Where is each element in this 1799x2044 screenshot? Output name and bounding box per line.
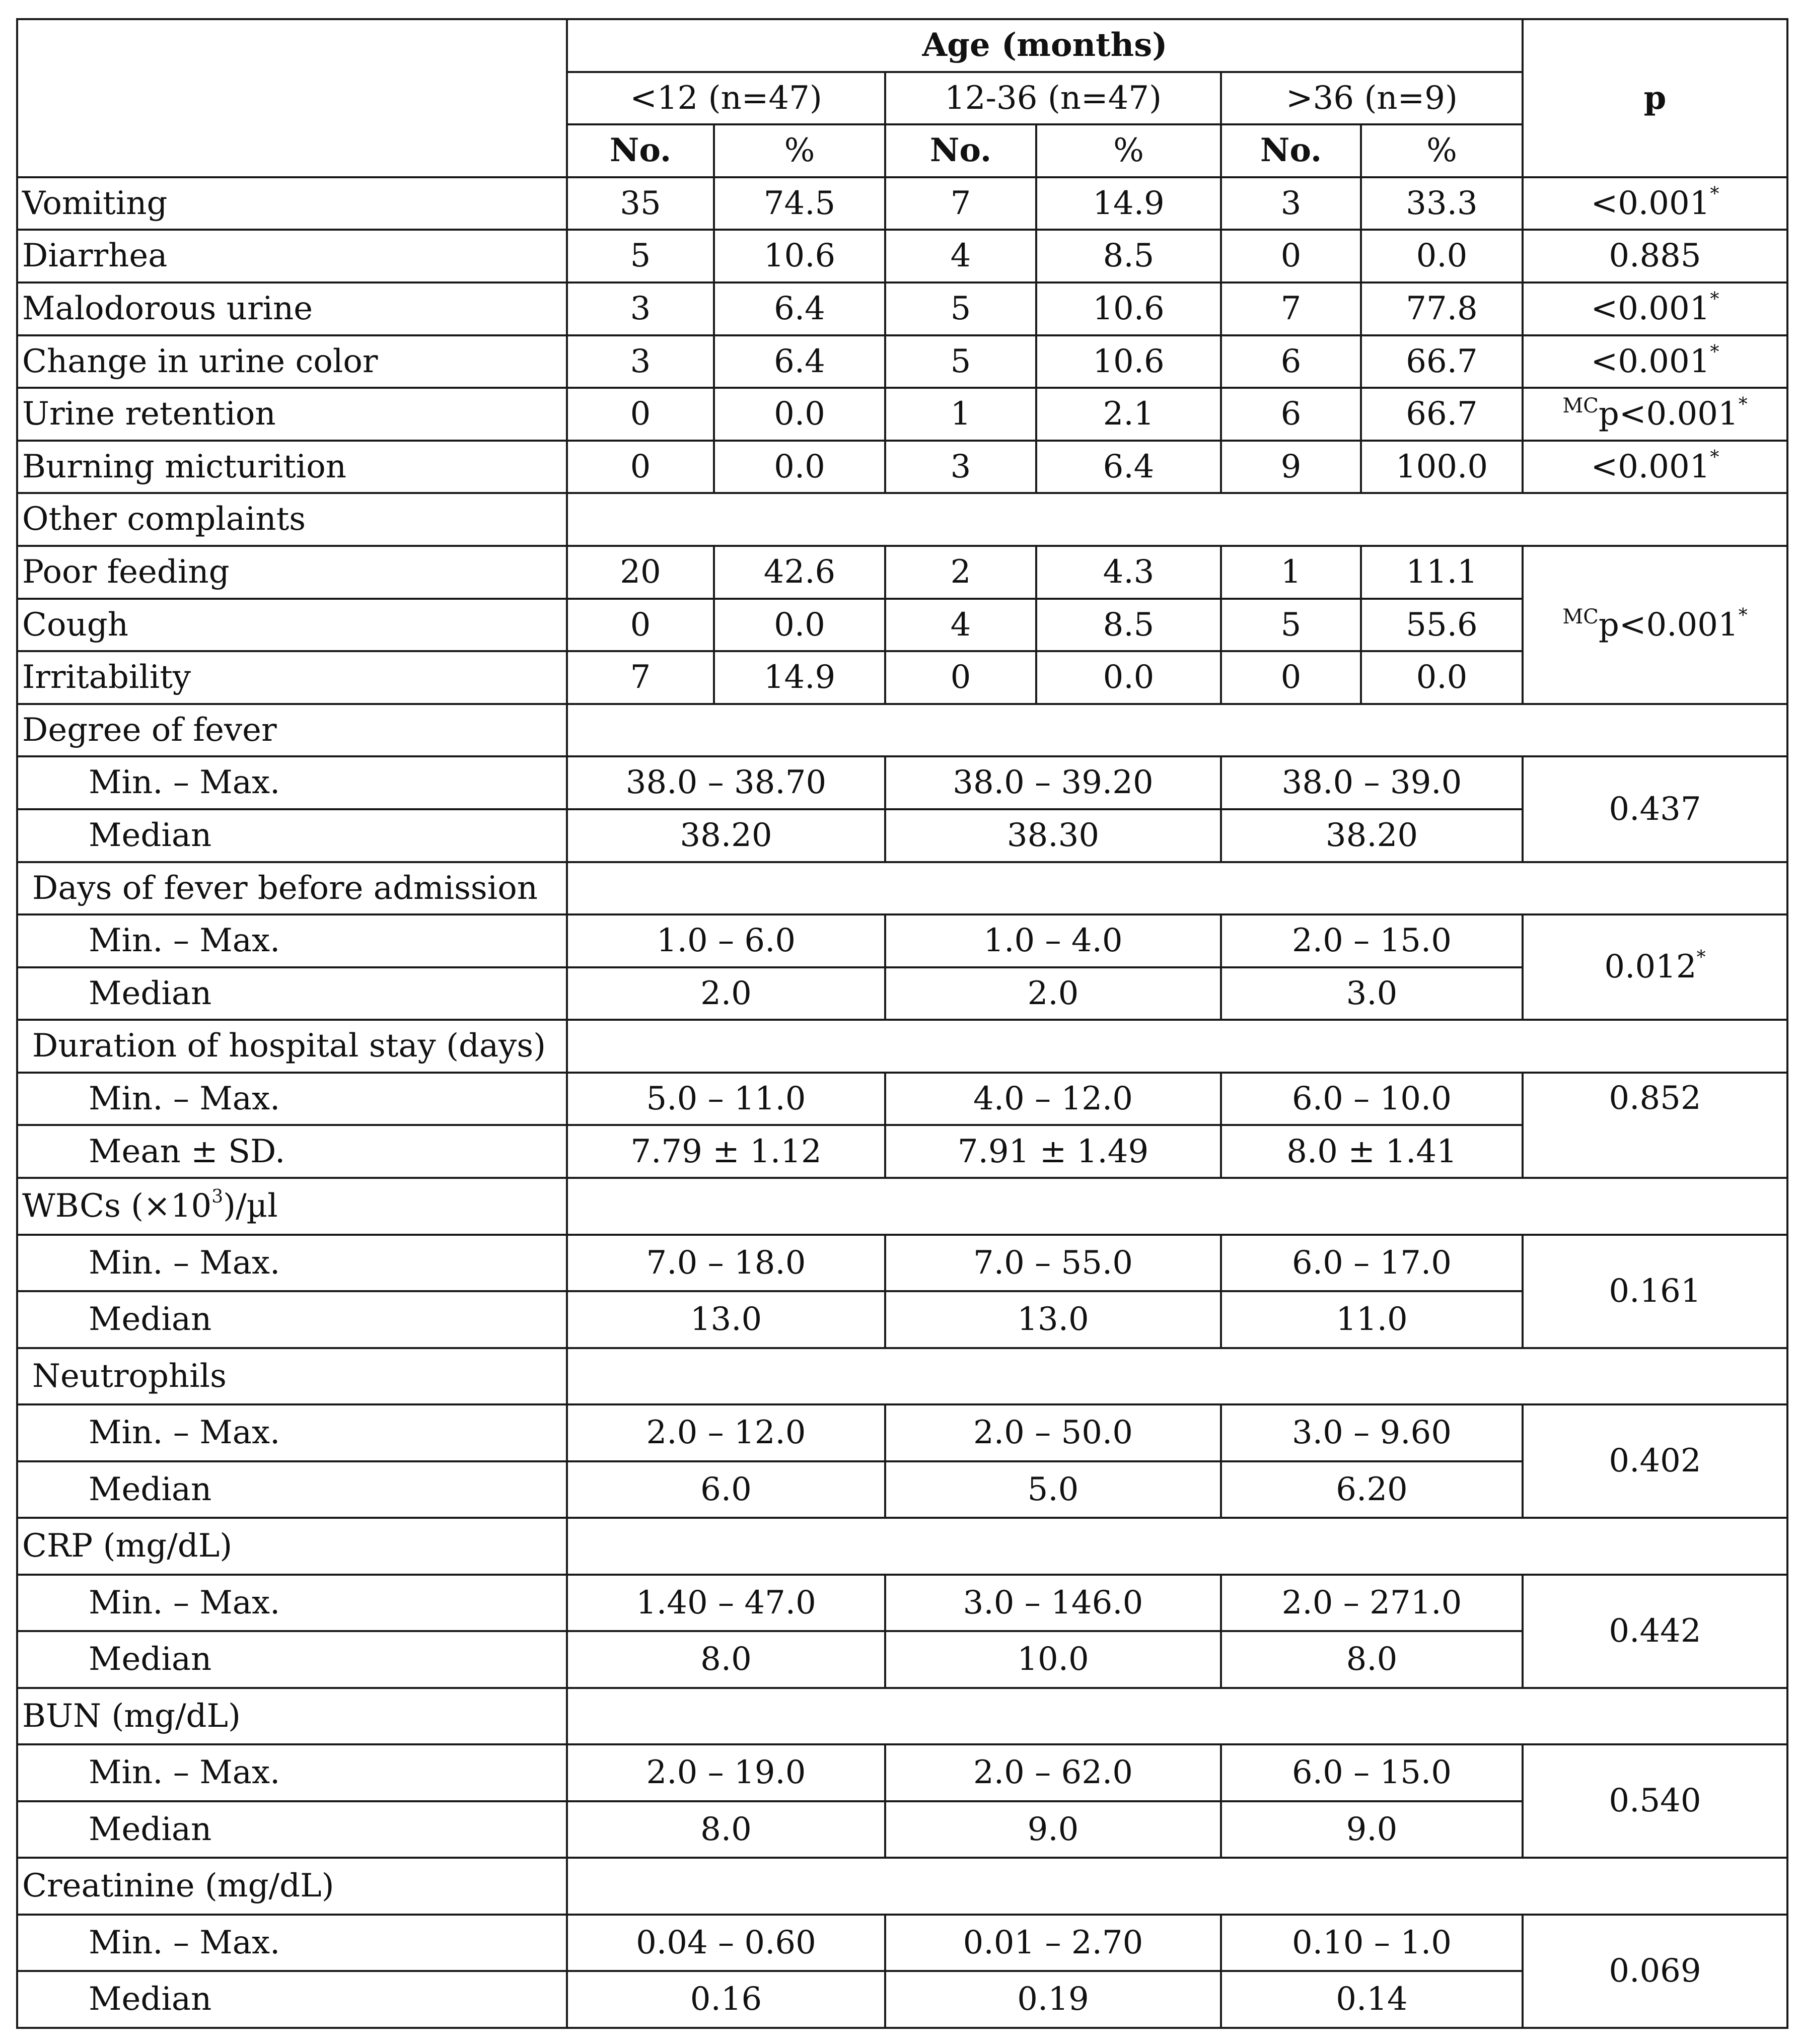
cell: 8.0 [1221,1631,1523,1688]
cell: 38.0 – 38.70 [567,756,885,809]
p-value-cell [1523,177,1787,230]
cell: 3.0 – 146.0 [885,1575,1221,1632]
section-title-row [17,704,1787,757]
cell: 9 [1221,441,1361,494]
section-title-row [17,1688,1787,1745]
section-title: Neutrophils [17,1348,567,1405]
row-label: Min. – Max. [17,914,567,967]
p-value-cell [1523,1235,1787,1348]
p-value-cell [1523,230,1787,283]
cell: 4 [885,230,1036,283]
cell: 11.0 [1221,1291,1523,1348]
cell: 0.10 – 1.0 [1221,1915,1523,1971]
section-title-row [17,1518,1787,1575]
row-label: Median [17,809,567,862]
row-label: Cough [17,599,567,652]
cell: 2.0 – 271.0 [1221,1575,1523,1632]
cell: 6.0 [567,1461,885,1518]
p-value: <0.001 [1591,184,1710,222]
cell: 0.19 [885,1971,1221,2028]
row-label: Diarrhea [17,230,567,283]
cell: 0.0 [1361,230,1523,283]
cell: 2.1 [1036,388,1221,441]
significance-mark: * [1738,605,1748,626]
table-row [17,756,1787,809]
p-value: 0.852 [1609,1079,1701,1117]
p-value: 0.540 [1609,1782,1701,1820]
monte-carlo-mark: MC [1562,605,1599,628]
row-label: Min. – Max. [17,1744,567,1801]
group-header: 12-36 (n=47) [885,72,1221,125]
cell: 10.6 [1036,335,1221,388]
cell: 5 [567,230,714,283]
row-label: Median [17,1291,567,1348]
cell: 7 [1221,283,1361,335]
cell: 4 [885,599,1036,652]
table-row [17,441,1787,494]
table-row [17,1404,1787,1461]
row-label: Median [17,1801,567,1858]
table-row [17,1461,1787,1518]
cell: 2.0 [885,967,1221,1020]
empty-cell [567,1858,1787,1915]
cell: 2.0 – 50.0 [885,1404,1221,1461]
empty-cell [567,493,1787,546]
cell: 2.0 – 12.0 [567,1404,885,1461]
section-title: BUN (mg/dL) [17,1688,567,1745]
cell: 0.0 [714,441,885,494]
p-value-cell [1523,756,1787,862]
row-label: Min. – Max. [17,1073,567,1125]
table-row [17,335,1787,388]
cell: 100.0 [1361,441,1523,494]
cell: 74.5 [714,177,885,230]
table-row [17,1575,1787,1632]
row-label: Min. – Max. [17,1235,567,1292]
p-value-cell [1523,546,1787,704]
cell: 10.6 [714,230,885,283]
significance-mark: * [1710,447,1719,468]
p-value: 0.161 [1609,1272,1701,1310]
cell: 0 [1221,230,1361,283]
cell: 9.0 [1221,1801,1523,1858]
p-value-header: p [1523,19,1787,177]
cell: 55.6 [1361,599,1523,652]
table-row [17,1744,1787,1801]
significance-mark: * [1710,289,1719,310]
p-value: <0.001 [1591,448,1710,485]
age-comparison-table [16,18,1788,2029]
cell: 42.6 [714,546,885,599]
cell: 10.0 [885,1631,1221,1688]
cell: 6.4 [1036,441,1221,494]
cell: 7.0 – 55.0 [885,1235,1221,1292]
row-label: Min. – Max. [17,756,567,809]
cell: 6.0 – 15.0 [1221,1744,1523,1801]
cell: 1.0 – 6.0 [567,914,885,967]
cell: 0.16 [567,1971,885,2028]
cell: 3.0 – 9.60 [1221,1404,1523,1461]
p-value: <0.001 [1591,290,1710,328]
p-value-cell [1523,1575,1787,1688]
cell: 7 [567,651,714,704]
pct-header: % [714,124,885,177]
empty-cell [567,1348,1787,1405]
row-label: Median [17,1631,567,1688]
table-row [17,1125,1787,1178]
section-title-text: WBCs (×10 [22,1187,212,1225]
section-title-unit: )/µl [223,1187,278,1225]
age-group-header: Age (months) [567,19,1523,72]
cell: 66.7 [1361,335,1523,388]
monte-carlo-mark: MC [1562,394,1599,418]
p-value: p<0.001 [1598,606,1739,644]
cell: 5 [885,283,1036,335]
p-value: 0.012 [1604,948,1697,986]
table-row [17,914,1787,967]
section-title: Duration of hospital stay (days) [17,1020,567,1073]
row-label: Vomiting [17,177,567,230]
significance-mark: * [1710,341,1719,363]
cell: 14.9 [714,651,885,704]
table-row [17,651,1787,704]
section-title: Degree of fever [17,704,567,757]
cell: 4.3 [1036,546,1221,599]
empty-cell [567,1688,1787,1745]
header-blank-cell [17,19,567,177]
row-label: Median [17,1461,567,1518]
cell: 6.0 – 10.0 [1221,1073,1523,1125]
cell: 38.20 [567,809,885,862]
cell: 8.0 [567,1801,885,1858]
cell: 0 [567,599,714,652]
cell: 2.0 [567,967,885,1020]
empty-cell [567,862,1787,915]
pct-header: % [1361,124,1523,177]
cell: 6.4 [714,283,885,335]
cell: 0.0 [714,388,885,441]
empty-cell [567,1178,1787,1235]
section-title-row [17,1858,1787,1915]
cell: 0 [1221,651,1361,704]
row-label: Poor feeding [17,546,567,599]
table-row [17,1291,1787,1348]
cell: 0.14 [1221,1971,1523,2028]
cell: 0 [885,651,1036,704]
cell: 77.8 [1361,283,1523,335]
row-label: Median [17,1971,567,2028]
cell: 8.0 ± 1.41 [1221,1125,1523,1178]
table-row [17,1801,1787,1858]
empty-cell [567,1020,1787,1073]
cell: 0.0 [1036,651,1221,704]
row-label: Burning micturition [17,441,567,494]
cell: 6 [1221,335,1361,388]
cell: 7.0 – 18.0 [567,1235,885,1292]
group-header: <12 (n=47) [567,72,885,125]
section-title-row [17,1020,1787,1073]
row-label: Min. – Max. [17,1404,567,1461]
table-row [17,283,1787,335]
cell: 6.0 – 17.0 [1221,1235,1523,1292]
p-value: 0.437 [1609,790,1701,828]
p-value-cell [1523,1744,1787,1858]
p-value-cell [1523,388,1787,441]
cell: 0.01 – 2.70 [885,1915,1221,1971]
p-value-cell [1523,441,1787,494]
p-value-cell [1523,914,1787,1020]
cell: 2.0 – 19.0 [567,1744,885,1801]
p-value: 0.442 [1609,1612,1701,1650]
section-title: Days of fever before admission [17,862,567,915]
significance-mark: * [1696,947,1706,968]
cell: 1.40 – 47.0 [567,1575,885,1632]
cell: 1.0 – 4.0 [885,914,1221,967]
section-title-superscript: 3 [211,1186,224,1208]
cell: 6 [1221,388,1361,441]
group-header: >36 (n=9) [1221,72,1523,125]
cell: 2.0 – 62.0 [885,1744,1221,1801]
row-label: Min. – Max. [17,1575,567,1632]
p-value-cell [1523,1404,1787,1518]
row-label: Median [17,967,567,1020]
cell: 3 [1221,177,1361,230]
cell: 10.6 [1036,283,1221,335]
section-title-row [17,1348,1787,1405]
cell: 66.7 [1361,388,1523,441]
cell: 0.0 [714,599,885,652]
table-row [17,177,1787,230]
cell: 38.30 [885,809,1221,862]
p-value-cell [1523,283,1787,335]
cell: 38.20 [1221,809,1523,862]
row-label: Irritability [17,651,567,704]
cell: 38.0 – 39.0 [1221,756,1523,809]
section-title-row [17,1178,1787,1235]
cell: 33.3 [1361,177,1523,230]
cell: 5 [885,335,1036,388]
table-row [17,1915,1787,1971]
cell: 5.0 [885,1461,1221,1518]
row-label: Change in urine color [17,335,567,388]
p-value-cell [1523,1915,1787,2028]
table-container [16,18,1788,2029]
row-label: Mean ± SD. [17,1125,567,1178]
table-row [17,1631,1787,1688]
section-title: CRP (mg/dL) [17,1518,567,1575]
row-label: Malodorous urine [17,283,567,335]
p-value: 0.885 [1609,237,1701,275]
cell: 0.04 – 0.60 [567,1915,885,1971]
cell: 1 [885,388,1036,441]
cell: 0 [567,441,714,494]
significance-mark: * [1738,394,1748,415]
p-value: 0.402 [1609,1442,1701,1480]
header-row-1 [17,19,1787,72]
table-row [17,809,1787,862]
cell: 4.0 – 12.0 [885,1073,1221,1125]
cell: 2 [885,546,1036,599]
section-title: Creatinine (mg/dL) [17,1858,567,1915]
empty-cell [567,704,1787,757]
p-value-cell [1523,1073,1787,1178]
significance-mark: * [1710,183,1719,204]
table-row [17,230,1787,283]
p-value: p<0.001 [1598,395,1739,433]
table-row [17,546,1787,599]
cell: 6.20 [1221,1461,1523,1518]
section-title [17,1178,567,1235]
cell: 3 [567,283,714,335]
pct-header: % [1036,124,1221,177]
cell: 13.0 [885,1291,1221,1348]
table-row [17,967,1787,1020]
cell: 13.0 [567,1291,885,1348]
table-row [17,388,1787,441]
table-row [17,1235,1787,1292]
cell: 3 [567,335,714,388]
cell: 1 [1221,546,1361,599]
p-value-cell [1523,335,1787,388]
cell: 7.91 ± 1.49 [885,1125,1221,1178]
cell: 9.0 [885,1801,1221,1858]
no-header: No. [567,124,714,177]
cell: 5 [1221,599,1361,652]
section-title-row [17,862,1787,915]
p-value: 0.069 [1609,1952,1701,1990]
table-row [17,599,1787,652]
cell: 3 [885,441,1036,494]
cell: 5.0 – 11.0 [567,1073,885,1125]
section-title: Other complaints [17,493,567,546]
cell: 20 [567,546,714,599]
cell: 8.5 [1036,230,1221,283]
cell: 35 [567,177,714,230]
empty-cell [567,1518,1787,1575]
cell: 2.0 – 15.0 [1221,914,1523,967]
cell: 8.5 [1036,599,1221,652]
cell: 6.4 [714,335,885,388]
cell: 0.0 [1361,651,1523,704]
row-label: Min. – Max. [17,1915,567,1971]
cell: 7.79 ± 1.12 [567,1125,885,1178]
no-header: No. [885,124,1036,177]
cell: 0 [567,388,714,441]
row-label: Urine retention [17,388,567,441]
p-value: <0.001 [1591,342,1710,380]
table-row [17,1971,1787,2028]
cell: 7 [885,177,1036,230]
cell: 38.0 – 39.20 [885,756,1221,809]
cell: 14.9 [1036,177,1221,230]
cell: 11.1 [1361,546,1523,599]
no-header: No. [1221,124,1361,177]
section-title-row [17,493,1787,546]
table-row [17,1073,1787,1125]
cell: 8.0 [567,1631,885,1688]
cell: 3.0 [1221,967,1523,1020]
